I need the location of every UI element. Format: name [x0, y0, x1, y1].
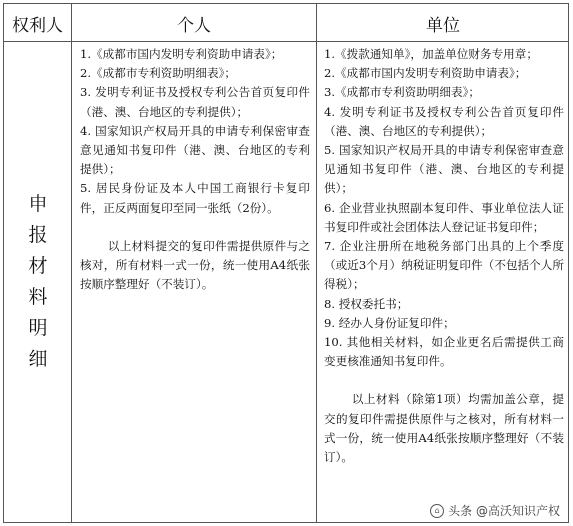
unit-item: 10. 其他相关材料，如企业更名后需提供工商变更核准通知书复印件。	[324, 335, 564, 369]
row-label-char: 报	[28, 224, 48, 246]
unit-note: 以上材料（除第1项）均需加盖公章，提交的复印件需提供原件与之核对，所有材料一式一份，统一使用A4纸张按顺序整理好（不装订）。	[324, 392, 564, 465]
watermark	[427, 501, 563, 520]
personal-note: 以上材料提交的复印件需提供原件与之核对，所有材料一式一份，统一使用A4纸张按顺序整理好（不装订）。	[80, 238, 310, 292]
personal-item: 5. 居民身份证及本人中国工商银行卡复印件，正反两面复印至同一张纸（2份）。	[80, 181, 310, 215]
unit-item: 9. 经办人身份证复印件；	[324, 315, 455, 330]
row-label-char: 料	[28, 286, 48, 308]
personal-item: 1.《成都市国内发明专利资助申请表》；	[80, 47, 283, 61]
toutiao-logo-icon: ⌂	[430, 504, 444, 518]
row-label-char: 细	[28, 348, 48, 370]
header-rights-holder: 权利人	[12, 15, 63, 36]
materials-table	[3, 3, 569, 523]
unit-item: 7. 企业注册所在地税务部门出具的上个季度（或近3个月）纳税证明复印件（不包括个人所得税）；	[324, 239, 564, 292]
row-label-char: 材	[28, 255, 48, 277]
row-label-char: 申	[28, 193, 48, 215]
unit-item: 3.《成都市专利资助明细表》；	[324, 85, 480, 100]
personal-item: 3. 发明专利证书及授权专利公告首页复印件（港、澳、台地区的专利提供）；	[80, 85, 310, 119]
header-unit: 单位	[426, 15, 460, 36]
column-divider-right	[316, 4, 317, 522]
header-personal: 个人	[177, 15, 211, 36]
personal-item: 4. 国家知识产权局开具的申请专利保密审查意见通知书复印件（港、澳、台地区的专利提供）；	[80, 123, 310, 177]
personal-materials-cell	[80, 45, 310, 294]
unit-item: 4. 发明专利证书及授权专利公告首页复印件（港、澳、台地区的专利提供）；	[324, 104, 564, 138]
row-label-char: 明	[28, 317, 48, 339]
unit-item: 2.《成都市国内发明专利资助申请表》；	[324, 66, 527, 81]
personal-item: 2.《成都市专利资助明细表》；	[80, 66, 236, 81]
row-label-application-materials	[4, 42, 72, 522]
unit-materials-cell	[324, 45, 564, 467]
unit-item: 8. 授权委托书；	[324, 296, 409, 311]
unit-item: 6. 企业营业执照副本复印件、事业单位法人证书复印件或社会团体法人登记证书复印件；	[324, 200, 564, 234]
unit-item: 1.《拨款通知单》，加盖单位财务专用章；	[324, 47, 538, 61]
watermark-text: 头条 @高沃知识产权	[448, 504, 560, 518]
unit-item: 5. 国家知识产权局开具的申请专利保密审查意见通知书复印件（港、澳、台地区的专利提供）；	[324, 143, 564, 196]
